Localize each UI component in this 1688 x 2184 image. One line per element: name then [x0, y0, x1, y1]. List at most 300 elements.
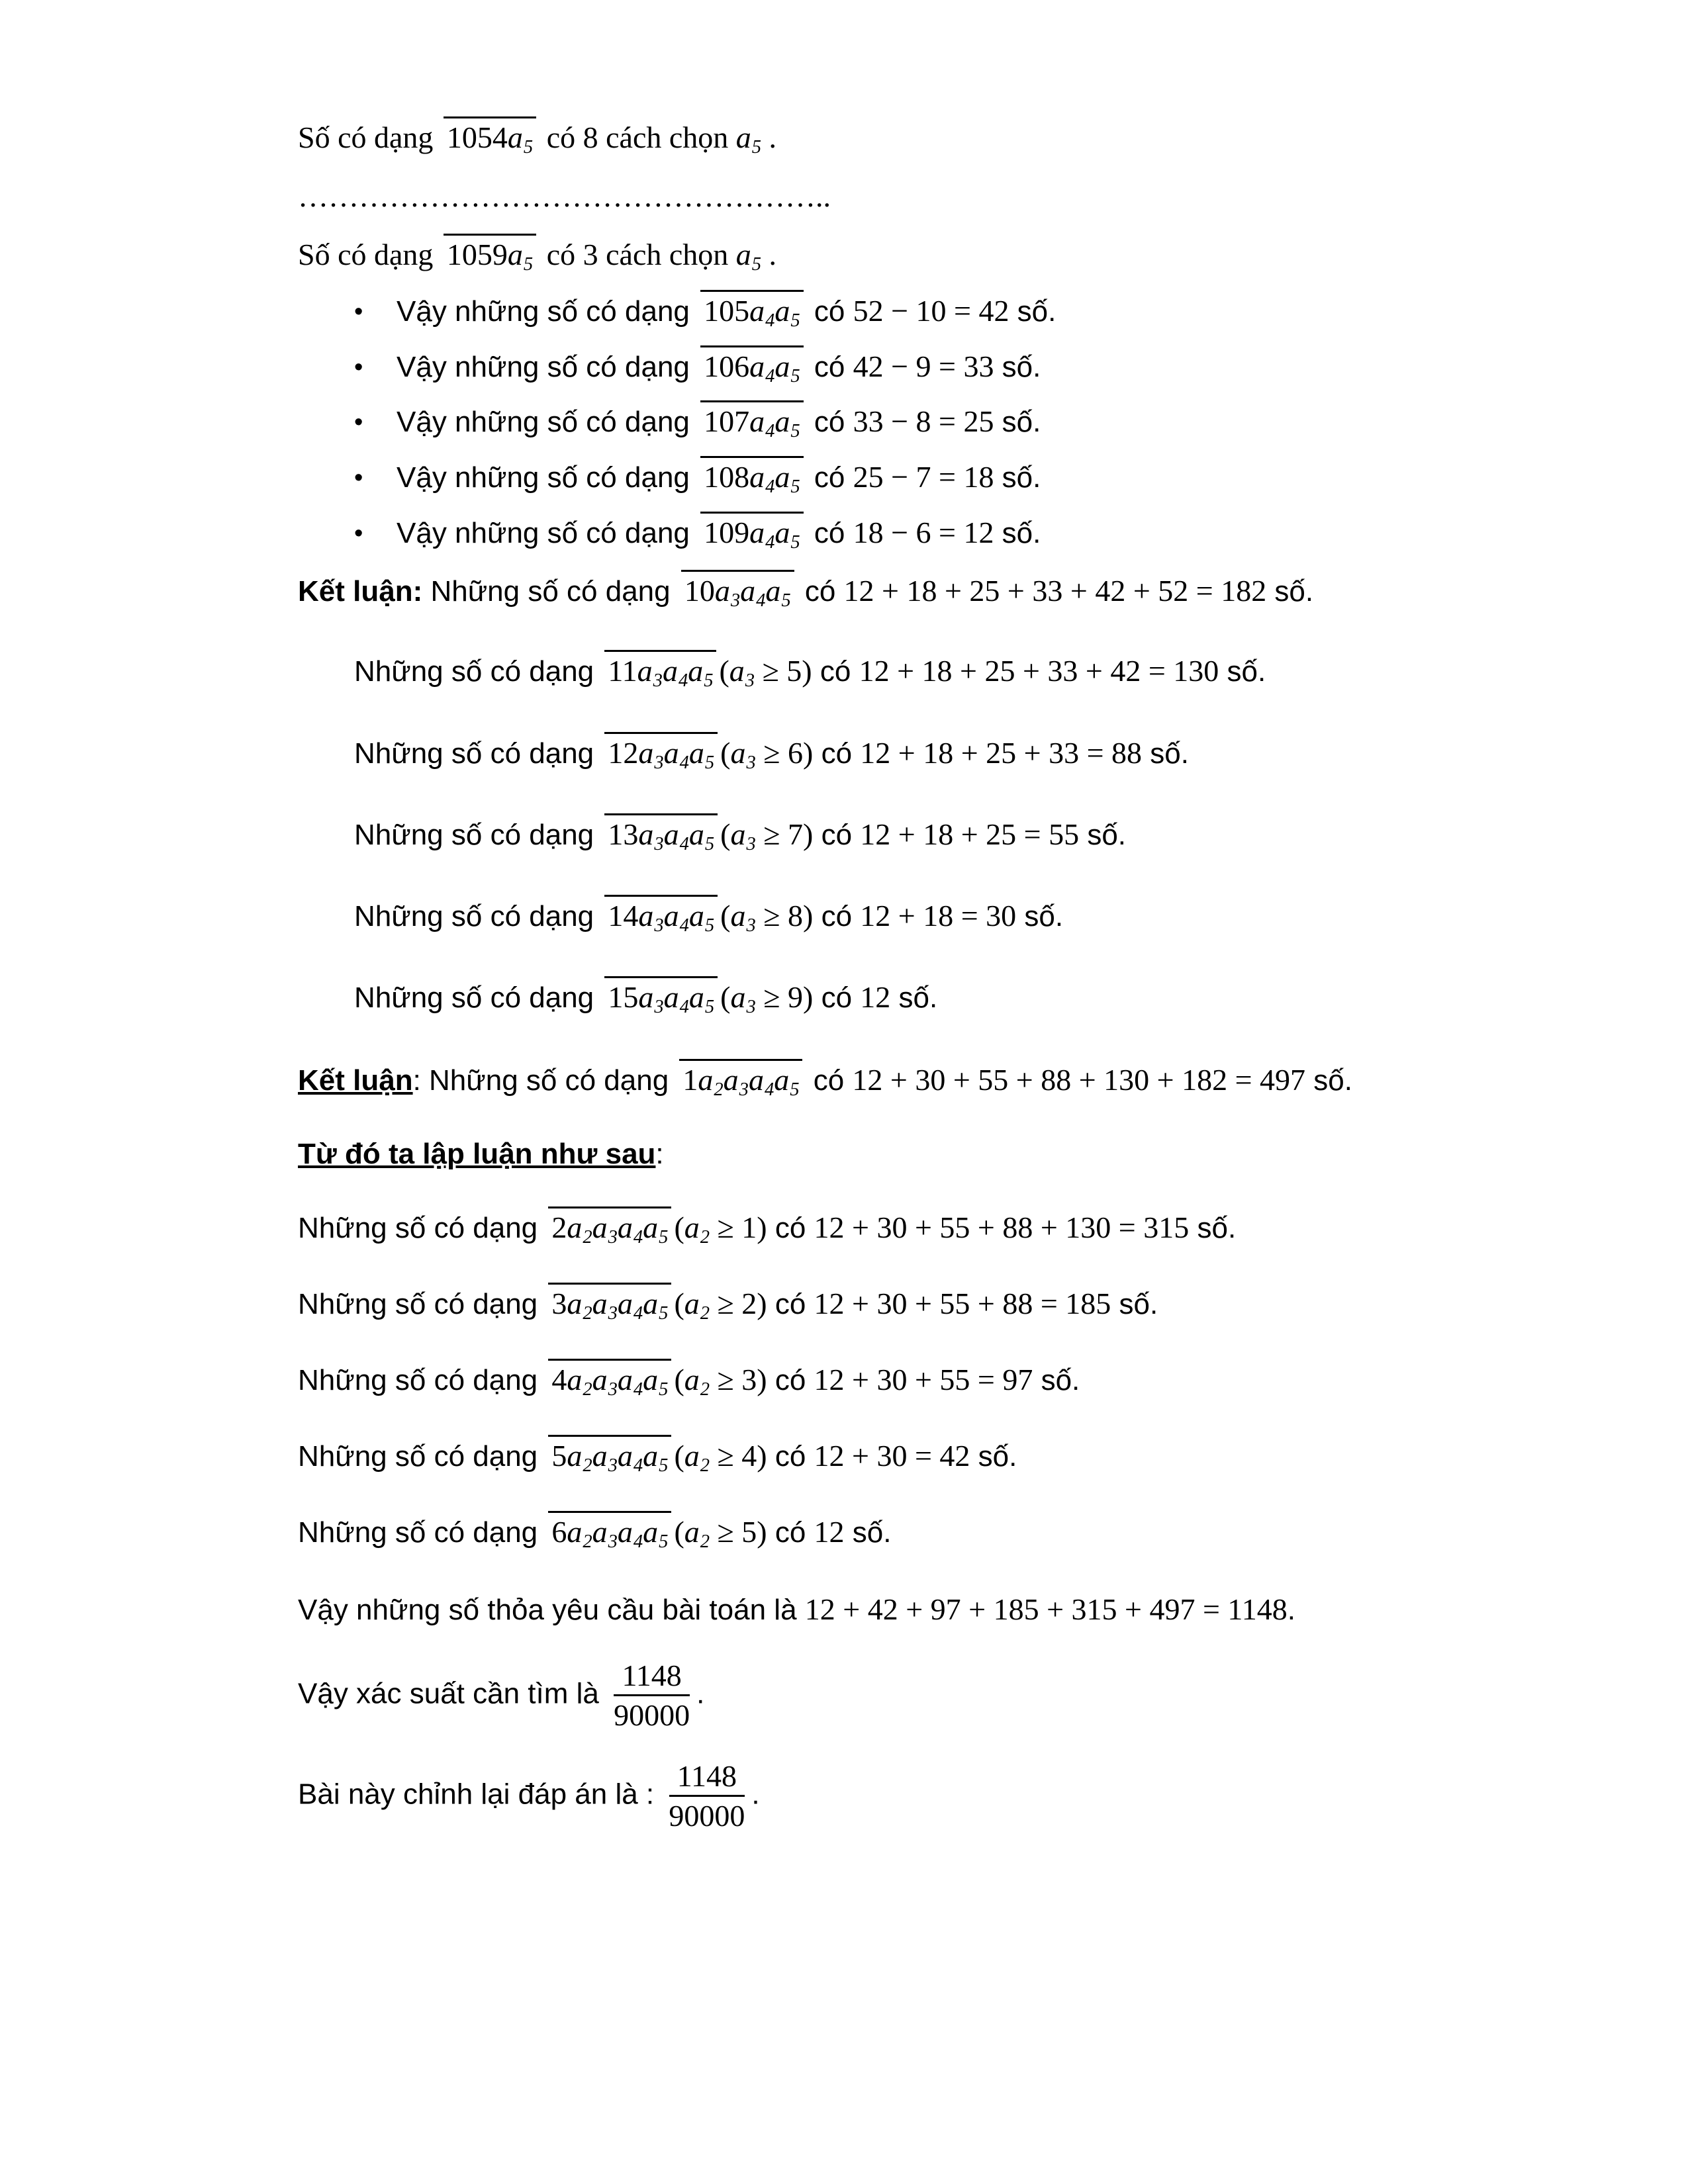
- variable-subscript: 4: [679, 752, 689, 773]
- fraction-numerator: 1148: [614, 1659, 689, 1697]
- variable-subscript: 2: [700, 1531, 710, 1552]
- text-run: .: [751, 1778, 760, 1811]
- math-variable: [617, 1362, 643, 1400]
- variable-symbol: a: [774, 1062, 790, 1097]
- math-variable: [567, 1210, 592, 1248]
- math-variable: [688, 979, 715, 1017]
- math-variable: [663, 979, 689, 1017]
- variable-symbol: a: [774, 404, 790, 439]
- text-run: Vậy những số có dạng: [397, 461, 698, 494]
- math-expression: ≥ 2): [710, 1286, 767, 1320]
- math-variable: [643, 1362, 669, 1400]
- text-run: Vậy những số có dạng: [397, 350, 698, 383]
- variable-symbol: a: [663, 735, 679, 770]
- text-run: số.: [994, 350, 1041, 383]
- math-variable: [617, 1210, 643, 1248]
- text-run: có: [767, 1363, 814, 1396]
- variable-symbol: a: [638, 898, 654, 933]
- variable-subscript: 3: [746, 833, 756, 854]
- text-run: Bài này chỉnh lại đáp án là :: [298, 1778, 663, 1811]
- variable-symbol: a: [774, 515, 790, 549]
- math-expression: 12: [814, 1514, 845, 1549]
- math-variable: [592, 1438, 618, 1476]
- variable-subscript: 3: [654, 833, 664, 854]
- variable-subscript: 2: [583, 1379, 592, 1400]
- math-expression: 12 + 30 + 55 + 88 + 130 + 182 = 497: [852, 1062, 1306, 1097]
- line-14: [354, 895, 1622, 938]
- math-variable: [567, 1438, 592, 1476]
- math-expression: ≥ 6): [755, 735, 814, 770]
- math-variable: [774, 460, 800, 498]
- fraction-denominator: 90000: [614, 1698, 690, 1733]
- math-variable: [643, 1438, 669, 1476]
- math-variable: [765, 573, 791, 611]
- variable-symbol: a: [617, 1514, 633, 1549]
- overline-expression: [604, 732, 718, 774]
- math-expression: 12 + 18 + 25 + 33 + 42 = 130: [859, 654, 1219, 688]
- variable-symbol: a: [765, 573, 781, 608]
- text-run: có: [813, 737, 861, 770]
- heading-argument: [298, 1135, 1622, 1173]
- variable-subscript: 3: [730, 590, 741, 611]
- math-variable: [735, 120, 762, 158]
- variable-symbol: a: [749, 349, 765, 383]
- math-variable: [688, 898, 715, 936]
- document-body: [298, 99, 1622, 1833]
- math-expression: ≥ 9): [755, 979, 814, 1014]
- text-run: có 8 cách chọn: [539, 120, 736, 154]
- bullet-icon: •: [354, 464, 363, 492]
- math-expression: 1: [682, 1062, 698, 1097]
- math-expression: 52 − 10 = 42: [853, 293, 1009, 328]
- text-run: số.: [970, 1439, 1017, 1473]
- math-expression: 6: [551, 1514, 567, 1549]
- text-run: Những số có dạng: [422, 574, 679, 608]
- variable-symbol: a: [748, 1062, 764, 1097]
- variable-subscript: 5: [790, 365, 800, 387]
- text-run: số.: [1142, 737, 1189, 770]
- variable-subscript: 2: [583, 1455, 592, 1476]
- math-expression: 13: [608, 817, 639, 851]
- variable-symbol: a: [643, 1514, 659, 1549]
- math-variable: [749, 293, 775, 331]
- variable-symbol: a: [638, 979, 654, 1014]
- variable-symbol: a: [684, 1514, 700, 1549]
- bullet-109: [354, 512, 1622, 554]
- math-expression: 12 + 18 + 25 + 33 = 88: [860, 735, 1143, 770]
- text-run: ……………………………………………..: [298, 179, 831, 214]
- line-form-1054: [298, 116, 1622, 159]
- variable-subscript: 5: [704, 833, 715, 854]
- math-variable: [749, 515, 775, 553]
- math-variable: [617, 1438, 643, 1476]
- text-run: Những số có dạng: [354, 737, 602, 770]
- variable-subscript: 4: [679, 996, 689, 1017]
- math-variable: [567, 1514, 592, 1552]
- math-expression: (: [720, 817, 731, 851]
- variable-symbol: a: [617, 1362, 633, 1396]
- math-expression: 10: [684, 573, 715, 608]
- math-expression: 11: [608, 654, 637, 688]
- variable-subscript: 4: [633, 1379, 643, 1400]
- math-variable: [567, 1362, 592, 1400]
- math-expression: 1054: [446, 120, 508, 154]
- line-2a: [298, 1206, 1622, 1250]
- variable-subscript: 4: [765, 421, 775, 442]
- variable-subscript: 3: [746, 752, 756, 773]
- variable-symbol: a: [662, 654, 678, 688]
- math-variable: [748, 1062, 774, 1100]
- math-variable: [749, 349, 775, 387]
- variable-subscript: 4: [765, 310, 775, 331]
- text-run: Những số có dạng: [354, 899, 602, 933]
- variable-subscript: 4: [679, 915, 689, 936]
- line-total: [298, 1590, 1622, 1629]
- math-expression: 12 + 30 + 55 = 97: [814, 1362, 1033, 1396]
- overline-expression: [548, 1206, 671, 1249]
- variable-subscript: 4: [633, 1531, 643, 1552]
- text-run: Từ đó ta lập luận như sau: [298, 1138, 656, 1171]
- text-run: số.: [1219, 655, 1266, 688]
- fraction-denominator: 90000: [669, 1799, 745, 1833]
- variable-subscript: 3: [608, 1379, 618, 1400]
- variable-subscript: 5: [704, 915, 715, 936]
- text-run: số.: [1033, 1363, 1080, 1396]
- variable-symbol: a: [592, 1514, 608, 1549]
- variable-symbol: a: [729, 654, 745, 688]
- text-run: .: [761, 120, 777, 154]
- math-variable: [507, 120, 534, 158]
- variable-symbol: a: [740, 573, 756, 608]
- math-variable: [740, 573, 766, 611]
- overline-expression: [700, 290, 804, 332]
- text-run: Số có dạng: [298, 237, 441, 271]
- text-run: có: [767, 1516, 814, 1549]
- variable-subscript: 3: [739, 1079, 749, 1100]
- line-6a: [298, 1511, 1622, 1554]
- math-expression: (: [719, 654, 729, 688]
- math-variable: [643, 1514, 669, 1552]
- math-variable: [684, 1210, 710, 1248]
- variable-symbol: a: [567, 1438, 583, 1473]
- bullet-108: [354, 456, 1622, 498]
- variable-symbol: a: [688, 817, 704, 851]
- math-variable: [637, 654, 663, 692]
- variable-subscript: 3: [746, 996, 756, 1017]
- overline-expression: [604, 976, 718, 1019]
- variable-symbol: a: [592, 1438, 608, 1473]
- math-variable: [663, 735, 689, 773]
- text-run: số.: [1079, 818, 1127, 851]
- math-variable: [507, 237, 534, 275]
- math-variable: [774, 1062, 800, 1100]
- text-run: : Những số có dạng: [412, 1064, 677, 1097]
- variable-symbol: a: [684, 1286, 700, 1320]
- overline-expression: [700, 400, 804, 443]
- text-run: Vậy những số có dạng: [397, 295, 698, 328]
- variable-subscript: 5: [751, 136, 762, 158]
- text-run: số.: [1016, 899, 1064, 933]
- variable-subscript: 4: [678, 670, 688, 692]
- variable-symbol: a: [698, 1062, 714, 1097]
- text-run: có: [767, 1287, 814, 1320]
- variable-subscript: 3: [608, 1226, 618, 1248]
- variable-subscript: 4: [633, 1455, 643, 1476]
- variable-symbol: a: [638, 735, 654, 770]
- math-expression: 12 + 30 + 55 + 88 = 185: [814, 1286, 1111, 1320]
- variable-subscript: 3: [608, 1302, 618, 1324]
- math-variable: [698, 1062, 724, 1100]
- variable-symbol: a: [592, 1286, 608, 1320]
- variable-subscript: 4: [756, 590, 766, 611]
- conclusion-10: [298, 570, 1622, 612]
- variable-subscript: 5: [790, 531, 800, 553]
- math-expression: 12 + 42 + 97 + 185 + 315 + 497 = 1148: [804, 1592, 1288, 1626]
- math-variable: [730, 898, 756, 936]
- math-variable: [643, 1286, 669, 1324]
- math-variable: [684, 1362, 710, 1400]
- variable-symbol: a: [617, 1210, 633, 1244]
- math-variable: [774, 293, 800, 331]
- math-variable: [617, 1514, 643, 1552]
- text-run: Số có dạng: [298, 120, 441, 154]
- variable-symbol: a: [774, 460, 790, 494]
- math-variable: [774, 349, 800, 387]
- bullet-icon: •: [354, 408, 363, 437]
- line-13: [354, 813, 1622, 856]
- variable-symbol: a: [637, 654, 653, 688]
- overline-expression: [548, 1511, 671, 1553]
- math-variable: [592, 1362, 618, 1400]
- math-expression: (: [674, 1210, 684, 1244]
- math-variable: [567, 1286, 592, 1324]
- text-run: Những số có dạng: [354, 655, 602, 688]
- text-run: Kết luận:: [298, 574, 423, 608]
- variable-subscript: 5: [751, 253, 762, 275]
- variable-subscript: 4: [679, 833, 689, 854]
- math-variable: [688, 735, 715, 773]
- line-3a: [298, 1283, 1622, 1326]
- math-variable: [735, 237, 762, 275]
- math-variable: [592, 1514, 618, 1552]
- line-ellipsis: [298, 177, 1622, 216]
- variable-symbol: a: [592, 1362, 608, 1396]
- math-expression: 106: [704, 349, 750, 383]
- math-expression: (: [720, 735, 731, 770]
- variable-subscript: 3: [608, 1455, 618, 1476]
- math-expression: 105: [704, 293, 750, 328]
- math-expression: 107: [704, 404, 750, 439]
- line-15: [354, 976, 1622, 1019]
- math-variable: [684, 1286, 710, 1324]
- text-run: có: [813, 818, 861, 851]
- text-run: .: [696, 1677, 705, 1710]
- text-run: có 3 cách chọn: [539, 237, 736, 271]
- text-run: Vậy những số có dạng: [397, 406, 698, 439]
- bullet-106: [354, 345, 1622, 388]
- variable-symbol: a: [735, 120, 751, 154]
- overline-expression: [604, 895, 718, 937]
- bullet-icon: •: [354, 519, 363, 547]
- variable-subscript: 3: [654, 915, 664, 936]
- text-run: Vậy những số có dạng: [397, 516, 698, 549]
- text-run: Những số có dạng: [298, 1439, 546, 1473]
- variable-symbol: a: [507, 237, 523, 271]
- variable-symbol: a: [730, 735, 746, 770]
- text-run: :: [655, 1138, 664, 1171]
- math-variable: [774, 404, 800, 442]
- variable-symbol: a: [714, 573, 730, 608]
- text-run: số.: [1305, 1064, 1352, 1097]
- variable-symbol: a: [617, 1286, 633, 1320]
- variable-symbol: a: [567, 1514, 583, 1549]
- math-variable: [729, 654, 755, 692]
- math-variable: [730, 979, 756, 1017]
- text-run: có: [767, 1439, 814, 1473]
- variable-symbol: a: [730, 979, 746, 1014]
- variable-symbol: a: [638, 817, 654, 851]
- math-variable: [730, 735, 756, 773]
- text-run: có: [813, 981, 861, 1014]
- variable-subscript: 3: [608, 1531, 618, 1552]
- text-run: có: [806, 516, 853, 549]
- variable-symbol: a: [774, 293, 790, 328]
- text-run: số.: [890, 981, 938, 1014]
- text-run: có: [813, 899, 861, 933]
- math-variable: [774, 515, 800, 553]
- math-expression: 42 − 9 = 33: [853, 349, 994, 383]
- overline-expression: [604, 813, 718, 856]
- variable-symbol: a: [730, 898, 746, 933]
- math-variable: [684, 1514, 710, 1552]
- text-run: Những số có dạng: [298, 1287, 546, 1320]
- variable-symbol: a: [688, 898, 704, 933]
- math-expression: 33 − 8 = 25: [853, 404, 994, 439]
- bullet-icon: •: [354, 297, 363, 326]
- math-expression: ≥ 8): [755, 898, 814, 933]
- variable-subscript: 4: [633, 1302, 643, 1324]
- math-expression: (: [674, 1286, 684, 1320]
- bullet-icon: •: [354, 353, 363, 381]
- variable-symbol: a: [643, 1210, 659, 1244]
- math-variable: [730, 817, 756, 854]
- variable-subscript: 2: [700, 1226, 710, 1248]
- math-variable: [638, 735, 664, 773]
- math-expression: 12: [608, 735, 639, 770]
- variable-symbol: a: [730, 817, 746, 851]
- variable-symbol: a: [684, 1210, 700, 1244]
- variable-symbol: a: [688, 735, 704, 770]
- line-11: [354, 650, 1622, 693]
- math-variable: [638, 979, 664, 1017]
- math-expression: 109: [704, 515, 750, 549]
- variable-subscript: 2: [583, 1226, 592, 1248]
- overline-expression: [604, 650, 716, 692]
- variable-symbol: a: [643, 1438, 659, 1473]
- conclusion-1a: [298, 1059, 1622, 1101]
- math-expression: ≥ 5): [755, 654, 812, 688]
- fraction: [669, 1759, 745, 1833]
- text-run: số.: [994, 516, 1041, 549]
- overline-expression: [548, 1283, 671, 1325]
- math-expression: 12: [860, 979, 891, 1014]
- variable-symbol: a: [567, 1286, 583, 1320]
- variable-symbol: a: [507, 120, 523, 154]
- variable-subscript: 5: [659, 1302, 669, 1324]
- math-variable: [663, 817, 689, 854]
- text-run: số.: [1111, 1287, 1158, 1320]
- overline-expression: [444, 116, 536, 159]
- math-variable: [684, 1438, 710, 1476]
- math-expression: (: [720, 898, 731, 933]
- math-expression: 1059: [446, 237, 508, 271]
- math-expression: (: [674, 1438, 684, 1473]
- math-expression: 12 + 30 = 42: [814, 1438, 970, 1473]
- math-variable: [663, 898, 689, 936]
- math-variable: [714, 573, 741, 611]
- variable-subscript: 5: [790, 310, 800, 331]
- text-run: có: [806, 406, 853, 439]
- variable-subscript: 3: [654, 752, 664, 773]
- math-expression: 12 + 18 = 30: [860, 898, 1017, 933]
- math-variable: [643, 1210, 669, 1248]
- math-variable: [592, 1210, 618, 1248]
- math-variable: [688, 654, 714, 692]
- math-variable: [592, 1286, 618, 1324]
- variable-subscript: 4: [765, 477, 775, 498]
- variable-subscript: 5: [704, 996, 715, 1017]
- text-run: Kết luận: [298, 1064, 413, 1097]
- text-run: có: [806, 295, 853, 328]
- text-run: có: [805, 1064, 853, 1097]
- overline-expression: [700, 512, 804, 554]
- math-variable: [662, 654, 688, 692]
- math-variable: [749, 460, 775, 498]
- text-run: có: [812, 655, 859, 688]
- variable-subscript: 5: [704, 670, 714, 692]
- variable-symbol: a: [617, 1438, 633, 1473]
- math-expression: ≥ 5): [710, 1514, 767, 1549]
- variable-subscript: 5: [790, 477, 800, 498]
- variable-symbol: a: [663, 898, 679, 933]
- text-run: số.: [1189, 1211, 1237, 1244]
- math-expression: 3: [551, 1286, 567, 1320]
- variable-subscript: 5: [659, 1226, 669, 1248]
- math-expression: 25 − 7 = 18: [853, 460, 994, 494]
- text-run: Những số có dạng: [298, 1363, 546, 1396]
- text-run: số.: [1009, 295, 1056, 328]
- overline-expression: [679, 1059, 802, 1101]
- text-run: Những số có dạng: [354, 818, 602, 851]
- variable-symbol: a: [684, 1362, 700, 1396]
- variable-symbol: a: [774, 349, 790, 383]
- math-variable: [723, 1062, 749, 1100]
- variable-symbol: a: [688, 979, 704, 1014]
- variable-subscript: 3: [746, 915, 756, 936]
- overline-expression: [700, 345, 804, 388]
- text-run: số.: [844, 1516, 892, 1549]
- variable-subscript: 4: [764, 1079, 774, 1100]
- variable-symbol: a: [663, 979, 679, 1014]
- math-expression: 14: [608, 898, 639, 933]
- line-probability: [298, 1659, 1622, 1733]
- fraction-numerator: 1148: [669, 1759, 745, 1797]
- math-expression: ≥ 7): [755, 817, 814, 851]
- variable-subscript: 2: [700, 1302, 710, 1324]
- line-4a: [298, 1359, 1622, 1402]
- variable-symbol: a: [592, 1210, 608, 1244]
- variable-symbol: a: [567, 1362, 583, 1396]
